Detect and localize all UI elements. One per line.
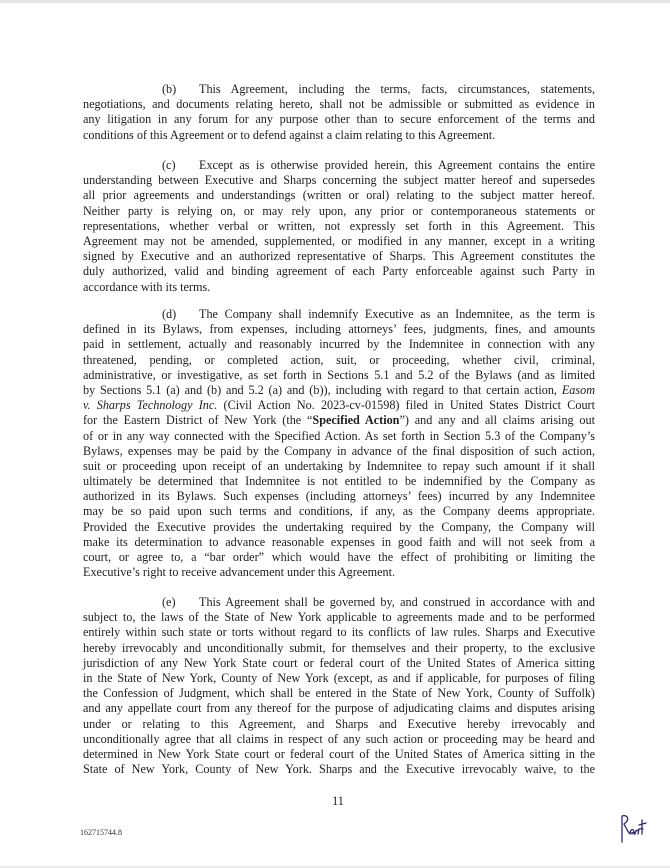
text-segment: ”) and any and all claims arising out	[399, 413, 595, 428]
text-line	[83, 97, 595, 112]
text-line	[83, 368, 595, 383]
text-segment: under or relating to this Agreement, and Sharps and Executive hereby irrevocably and	[83, 716, 595, 731]
text-segment: Provided the Executive provides the undertaking required by the Company, the Company will	[83, 519, 595, 534]
italic-case-name: v. Sharps Technology Inc.	[83, 398, 218, 413]
text-segment: Bylaws, expenses may be paid by the Company in advance of the final disposition of such action,	[83, 443, 595, 458]
paragraph-c	[83, 158, 595, 295]
text-segment: unconditionally agree that all claims in respect of any such action or proceeding may be heard and	[83, 731, 595, 746]
text-segment: any litigation in any forum for any purpose other than to secure enforcement of the terms and	[83, 112, 595, 127]
text-segment: Except as is otherwise provided herein, this Agreement contains the entire	[199, 158, 595, 172]
paragraph-d	[83, 307, 595, 580]
text-line	[83, 504, 595, 519]
text-line	[83, 429, 595, 444]
text-segment: representations, whether verbal or written, not expressly set forth in this Agreement. This	[83, 218, 595, 233]
text-line	[83, 173, 595, 188]
text-segment: negotiations, and documents relating hereto, shall not be admissible or submitted as evidence in	[83, 97, 595, 112]
text-line	[83, 219, 595, 234]
text-segment: may be so paid upon such terms and conditions, if any, as the Company deems appropriate.	[83, 504, 595, 519]
text-segment: suit or proceeding upon receipt of an undertaking by Indemnitee to repay such amount if it shall	[83, 458, 595, 473]
text-line	[83, 249, 595, 264]
text-segment: the Confession of Judgment, which shall be entered in the State of New York, County of Suffolk)	[83, 686, 595, 701]
text-segment: entirely within such state or torts without regard to its conflicts of law rules. Sharps and Executive	[83, 625, 595, 640]
text-segment: determined in New York State court or federal court of the United States of America sitting in the	[83, 746, 595, 761]
text-line	[83, 128, 595, 143]
text-line	[83, 204, 595, 219]
text-line	[83, 732, 595, 747]
text-line	[83, 188, 595, 203]
text-segment: authorized in its Bylaws. Such expenses (including attorneys’ fees) incurred by any Indemnitee	[83, 489, 595, 504]
text-line	[83, 671, 595, 686]
text-segment: The Company shall indemnify Executive as an Indemnitee, as the term is	[199, 307, 595, 321]
text-segment: (Civil Action No. 2023-cv-01598) filed in United States District Court	[217, 398, 595, 413]
paragraph-b	[83, 82, 595, 143]
text-segment: State of New York, County of New York. Sharps and the Executive irrevocably waive, to the	[83, 762, 595, 777]
italic-case-name: Easom	[561, 382, 595, 397]
paragraph-e	[83, 595, 595, 777]
text-line	[83, 520, 595, 535]
text-line	[83, 595, 595, 610]
text-segment: for the Eastern District of New York (the “	[83, 413, 313, 428]
text-line	[83, 158, 595, 173]
text-line	[83, 307, 595, 322]
text-segment: Neither party is relying on, or may rely upon, any prior or contemporaneous statements or	[83, 203, 595, 218]
text-line	[83, 625, 595, 640]
text-segment: by Sections 5.1 (a) and (b) and 5.2 (a) and (b)), including with regard to that certain action,	[83, 382, 562, 397]
text-segment: hereby irrevocably and unconditionally submit, for themselves and their property, to the exclusive	[83, 640, 595, 655]
text-line	[83, 353, 595, 368]
text-segment: administrative, or investigative, as set forth in Sections 5.1 and 5.2 of the Bylaws (and as limited	[83, 367, 595, 382]
text-line	[83, 474, 595, 489]
text-line	[83, 383, 595, 398]
text-segment: accordance with its terms.	[83, 279, 211, 294]
text-line	[83, 413, 595, 428]
text-segment: duly authorized, valid and binding agreement of each Party enforceable against such Party in	[83, 264, 595, 279]
page-top-edge	[0, 0, 670, 3]
text-segment: signed by Executive and an authorized representative of Sharps. This Agreement constitutes the	[83, 249, 595, 264]
text-line	[83, 264, 595, 279]
text-segment: threatened, pending, or completed action, suit, or proceeding, whether civil, criminal,	[83, 352, 595, 367]
text-segment: jurisdiction of any New York State court or federal court of the United States of America sitting	[83, 655, 595, 670]
text-segment: conditions of this Agreement or to defend against a claim relating to this Agreement.	[83, 127, 496, 142]
text-line	[83, 112, 595, 127]
text-segment: understanding between Executive and Sharps concerning the subject matter hereof and supersedes	[83, 173, 595, 188]
text-segment: Agreement may not be amended, supplemented, or modified in any manner, except in a writing	[83, 233, 595, 248]
text-segment: of or in any way connected with the Specified Action. As set forth in Section 5.3 of the Company’s	[83, 428, 595, 443]
text-line	[83, 747, 595, 762]
text-segment: This Agreement shall be governed by, and construed in accordance with and	[199, 595, 595, 609]
text-line	[83, 337, 595, 352]
text-line	[83, 641, 595, 656]
text-line	[83, 234, 595, 249]
text-segment: in the State of New York, County of New York (except, as and if applicable, for purposes of filing	[83, 670, 595, 685]
text-line	[83, 610, 595, 625]
text-segment: This Agreement, including the terms, facts, circumstances, statements,	[199, 82, 595, 96]
handwritten-initials-signature	[618, 812, 650, 844]
text-line	[83, 489, 595, 504]
text-line	[83, 459, 595, 474]
page-number: 11	[332, 794, 344, 808]
text-line	[83, 535, 595, 550]
text-line	[83, 686, 595, 701]
text-segment: court, or agree to, a “bar order” which would have the effect of prohibiting or limiting the	[83, 550, 595, 564]
text-line	[83, 701, 595, 716]
text-segment: subject to, the laws of the State of New York applicable to agreements made and to be performed	[83, 610, 595, 625]
text-line	[83, 717, 595, 732]
text-segment: defined in its Bylaws, from expenses, including attorneys’ fees, judgments, fines, and amounts	[83, 322, 595, 337]
text-segment: paid in settlement, actually and reasonably incurred by the Indemnitee in connection with any	[83, 337, 595, 352]
text-line	[83, 550, 595, 565]
text-segment: make its determination to advance reasonable expenses in good faith and will not seek from a	[83, 534, 595, 549]
paragraph-label: (d)	[162, 307, 177, 321]
text-segment: all prior agreements and understandings (written or oral) relating to the subject matter hereof.	[83, 188, 595, 203]
paragraph-label: (e)	[162, 595, 176, 609]
text-line	[83, 565, 595, 580]
text-line	[83, 444, 595, 459]
text-line	[83, 762, 595, 777]
text-segment: Executive’s right to receive advancement under this Agreement.	[83, 565, 396, 580]
text-segment: and any appellate court from any thereof for the purpose of adjudicating claims and disputes arising	[83, 701, 595, 716]
document-id: 162715744.8	[80, 828, 122, 837]
text-line	[83, 656, 595, 671]
bold-defined-term: Specified Action	[312, 413, 400, 428]
text-line	[83, 82, 595, 97]
text-line	[83, 322, 595, 337]
text-line	[83, 280, 595, 295]
text-segment: ultimately be determined that Indemnitee is not entitled to be indemnified by the Company as	[83, 474, 595, 489]
paragraph-label: (c)	[162, 158, 176, 172]
text-line	[83, 398, 595, 413]
paragraph-label: (b)	[162, 82, 177, 96]
